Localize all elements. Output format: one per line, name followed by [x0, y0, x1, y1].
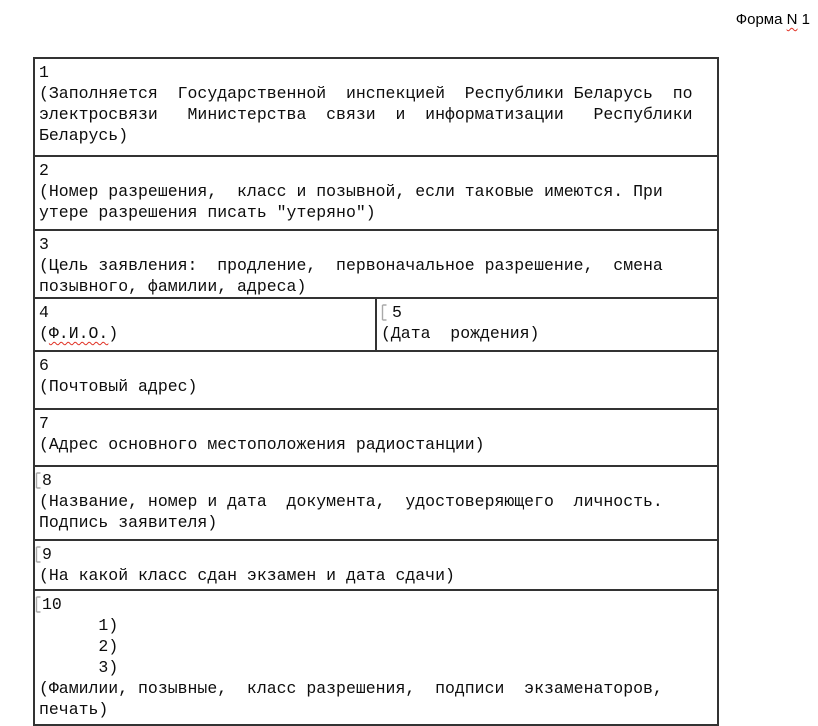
- cell-number: 4: [39, 303, 49, 322]
- form-cell-7[interactable]: [34, 409, 718, 466]
- text-line: (Название, номер и дата документа, удостоверяющего личность.: [39, 492, 663, 511]
- table-row: [34, 58, 718, 156]
- text-line: [39, 323, 370, 344]
- bookmark-cursor-icon: [35, 546, 42, 563]
- cell-number: 8: [42, 471, 52, 490]
- cell-number: 7: [39, 414, 49, 433]
- form-cell-6[interactable]: [34, 351, 718, 409]
- table-row: [34, 540, 718, 590]
- text-line: (Адрес основного местоположения радиостанции): [39, 435, 485, 454]
- cell-number-line: [39, 470, 712, 491]
- bookmark-cursor-icon: [35, 472, 42, 489]
- text-line: электросвязи Министерства связи и информатизации Республики: [39, 105, 693, 124]
- table-row: [34, 156, 718, 230]
- list-item-line: 3): [39, 658, 119, 677]
- list-item-line: 1): [39, 616, 119, 635]
- table-row: [34, 230, 718, 298]
- form-cell-9[interactable]: [34, 540, 718, 590]
- text-line: (Дата рождения): [381, 324, 540, 343]
- cell-number: 5: [392, 303, 402, 322]
- form-title-prefix: Форма: [735, 11, 787, 28]
- table-row: [34, 409, 718, 466]
- table-row: [34, 298, 718, 351]
- cell-number: 9: [42, 545, 52, 564]
- cell-number-line: [381, 302, 712, 323]
- form-cell-10[interactable]: [34, 590, 718, 725]
- table-row: [34, 351, 718, 409]
- paren-close: ): [108, 324, 119, 343]
- text-line: (Заполняется Государственной инспекцией Республики Беларусь по: [39, 84, 693, 103]
- cell-number: 1: [39, 63, 49, 82]
- form-cell-2[interactable]: [34, 156, 718, 230]
- form-cell-5[interactable]: [376, 298, 718, 351]
- form-cell-4[interactable]: [34, 298, 376, 351]
- form-number-label[interactable]: [736, 11, 810, 29]
- cell-number-line: [39, 544, 712, 565]
- bookmark-cursor-icon: [35, 596, 42, 613]
- table-row: [34, 590, 718, 725]
- text-line: Беларусь): [39, 126, 129, 145]
- text-line: позывного, фамилии, адреса): [39, 277, 307, 296]
- text-line: (Фамилии, позывные, класс разрешения, подписи экзаменаторов,: [39, 679, 663, 698]
- table-row: [34, 466, 718, 540]
- cell-number-line: [39, 594, 712, 615]
- form-cell-3[interactable]: [34, 230, 718, 298]
- text-line: (На какой класс сдан экзамен и дата сдачи): [39, 566, 455, 585]
- cell-number: 6: [39, 356, 49, 375]
- bookmark-cursor-icon: [381, 304, 388, 321]
- cell-number: 10: [42, 595, 62, 614]
- form-title-misspelled-word: N: [786, 11, 798, 28]
- text-line: (Почтовый адрес): [39, 377, 198, 396]
- paren-open: (: [39, 324, 49, 343]
- form-title-suffix: 1: [797, 11, 810, 28]
- text-line: (Цель заявления: продление, первоначальное разрешение, смена: [39, 256, 663, 275]
- application-form-table: [33, 57, 719, 726]
- text-line: Подпись заявителя): [39, 513, 218, 532]
- cell-number: 3: [39, 235, 49, 254]
- list-item-line: 2): [39, 637, 119, 656]
- misspelled-word: Ф.И.О.: [48, 324, 109, 343]
- form-cell-8[interactable]: [34, 466, 718, 540]
- text-line: (Номер разрешения, класс и позывной, если таковые имеются. При: [39, 182, 663, 201]
- text-line: утере разрешения писать "утеряно"): [39, 203, 376, 222]
- cell-number: 2: [39, 161, 49, 180]
- text-line: печать): [39, 700, 109, 719]
- form-cell-1[interactable]: [34, 58, 718, 156]
